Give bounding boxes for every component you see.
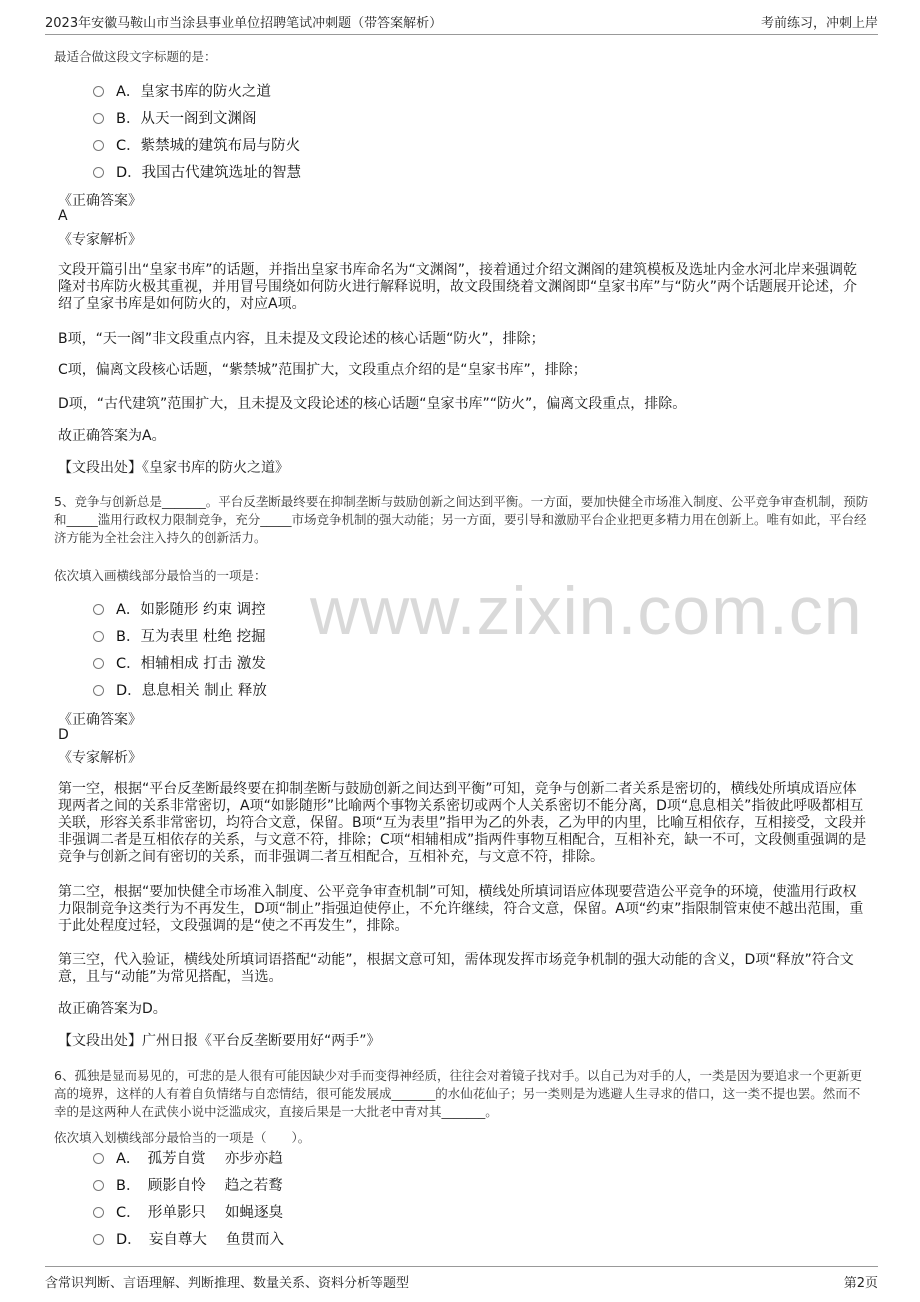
- radio-icon: [93, 604, 104, 615]
- q4-answer-label: 《正确答案》: [58, 193, 142, 209]
- q5-stem: 5、竞争与创新总是_______。平台反垄断最终要在抑制垄断与鼓励创新之间达到平衡。一方面，要加快健全市场准入制度、公平竞争审查机制，预防和_____滥用行政权力限制竞争，充分_____市场竞争机制的强大动能；另一方面，要引导和激励平台企业把更多精力用在创新上。唯有如此，平台经济方能为全社会注入持久的创新活力。: [54, 494, 869, 545]
- page-footer: [45, 1266, 878, 1293]
- radio-icon: [93, 140, 104, 151]
- q4-prompt: 最适合做这段文字标题的是：: [54, 49, 217, 64]
- q5-analysis-p1: 第一空，根据“平台反垄断最终要在抑制垄断与鼓励创新之间达到平衡”可知，竞争与创新二者关系是密切的，横线处所填成语应体现两者之间的关系非常密切，A项“如影随形”比喻两个事物关系密切或两个人关系密切不能分离，D项“息息相关”指彼此呼吸都相互关联，形容关系非常密切，均符合文意，保留。B项“互为表里”指甲为乙的外表，乙为甲的内里，比喻互相依存，互相接受，文段并非强调二者是互相依存的关系，与文意不符，排除；C项“相辅相成”指两件事物互相配合，互相补充，缺一不可，文段侧重强调的是竞争与创新之间有密切的关系，而非强调二者互相配合，互相补充，与文意不符，排除。: [58, 781, 867, 865]
- q5-analysis-p3: 第三空，代入验证，横线处所填词语搭配“动能”，根据文意可知，需体现发挥市场竞争机制的强大动能的含义，D项“释放”符合文意，且与“动能”为常见搭配，当选。: [58, 952, 854, 985]
- q5-analysis-p4: 故正确答案为D。: [58, 1001, 167, 1017]
- q5-option-a[interactable]: A．如影随形 约束 调控: [93, 598, 266, 619]
- q6-option-c[interactable]: C． 形单影只 如蝇逐臭: [93, 1201, 283, 1222]
- q4-answer: A: [58, 208, 68, 224]
- q4-analysis-p1: 文段开篇引出“皇家书库”的话题，并指出皇家书库命名为“文渊阁”，接着通过介绍文渊阁的建筑模板及选址内金水河北岸来强调乾隆对书库防火极其重视，并用冒号围绕如何防火进行解释说明，故文段围绕着文渊阁即“皇家书库”与“防火”两个话题展开论述，介绍了皇家书库是如何防火的，对应A项。: [58, 262, 858, 312]
- radio-icon: [93, 1207, 104, 1218]
- q4-option-b[interactable]: B．从天一阁到文渊阁: [93, 107, 256, 128]
- radio-icon: [93, 86, 104, 97]
- q4-analysis-p2: B项，“天一阁”非文段重点内容，且未提及文段论述的核心话题“防火”，排除；: [58, 331, 545, 347]
- q4-option-c[interactable]: C．紫禁城的建筑布局与防火: [93, 134, 300, 155]
- q5-option-b[interactable]: B．互为表里 杜绝 挖掘: [93, 625, 266, 646]
- q6-stem: 6、孤独是显而易见的，可悲的是人很有可能因缺少对手而变得神经质，往往会对着镜子找对手。以自己为对手的人，一类是因为要追求一个更新更高的境界，这样的人有着自负情绪与自恋情结，很可能发展成_______的水仙花仙子；另一类则是为逃避人生寻求的借口，这一类不提也罢。然而不幸的是这两种人在武侠小说中泛滥成灾，直接后果是一大批老中青对其_______。: [54, 1068, 862, 1119]
- q5-analysis-p2: 第二空，根据“要加快健全市场准入制度、公平竞争审查机制”可知，横线处所填词语应体现要营造公平竞争的环境，使滥用行政权力限制竞争这类行为不再发生，D项“制止”指强迫使停止，不允许继续，符合文意，保留。A项“约束”指限制管束使不越出范围，重于此处程度过轻，文段强调的是“使之不再发生”，排除。: [58, 884, 864, 934]
- radio-icon: [93, 1180, 104, 1191]
- radio-icon: [93, 658, 104, 669]
- q6-option-b[interactable]: B． 顾影自怜 趋之若鹜: [93, 1174, 283, 1195]
- q6-option-d[interactable]: D． 妄自尊大 鱼贯而入: [93, 1228, 284, 1249]
- q6-option-a[interactable]: A． 孤芳自赏 亦步亦趋: [93, 1147, 283, 1168]
- q4-analysis-p5: 故正确答案为A。: [58, 428, 166, 444]
- q5-option-d[interactable]: D．息息相关 制止 释放: [93, 679, 267, 700]
- q5-option-c[interactable]: C．相辅相成 打击 激发: [93, 652, 266, 673]
- radio-icon: [93, 113, 104, 124]
- q4-option-d[interactable]: D．我国古代建筑选址的智慧: [93, 161, 301, 182]
- q4-analysis-p3: C项，偏离文段核心话题，“紫禁城”范围扩大，文段重点介绍的是“皇家书库”，排除；: [58, 362, 587, 378]
- document-title: 2023年安徽马鞍山市当涂县事业单位招聘笔试冲刺题（带答案解析）: [45, 16, 443, 31]
- q6-prompt: 依次填入划横线部分最恰当的一项是（ ）。: [54, 1130, 311, 1145]
- q4-option-a[interactable]: A．皇家书库的防火之道: [93, 80, 271, 101]
- radio-icon: [93, 631, 104, 642]
- q5-answer-label: 《正确答案》: [58, 712, 142, 728]
- footer-description: 含常识判断、言语理解、判断推理、数量关系、资料分析等题型: [45, 1276, 410, 1291]
- q5-source: 【文段出处】广州日报《平台反垄断要用好“两手”》: [58, 1033, 381, 1049]
- q4-analysis-p4: D项，“古代建筑”范围扩大，且未提及文段论述的核心话题“皇家书库”“防火”，偏离文段重点，排除。: [58, 396, 687, 412]
- radio-icon: [93, 1153, 104, 1164]
- watermark: www.zixin.com.cn: [310, 573, 863, 649]
- q4-analysis-label: 《专家解析》: [58, 232, 142, 248]
- q5-answer: D: [58, 727, 69, 743]
- header-slogan: 考前练习，冲刺上岸: [760, 16, 878, 31]
- radio-icon: [93, 685, 104, 696]
- page-header: [45, 10, 878, 35]
- q5-prompt: 依次填入画横线部分最恰当的一项是：: [54, 568, 267, 583]
- q4-source: 【文段出处】《皇家书库的防火之道》: [58, 460, 289, 476]
- radio-icon: [93, 167, 104, 178]
- page-number: 第2页: [843, 1276, 878, 1291]
- q5-analysis-label: 《专家解析》: [58, 750, 142, 766]
- radio-icon: [93, 1234, 104, 1245]
